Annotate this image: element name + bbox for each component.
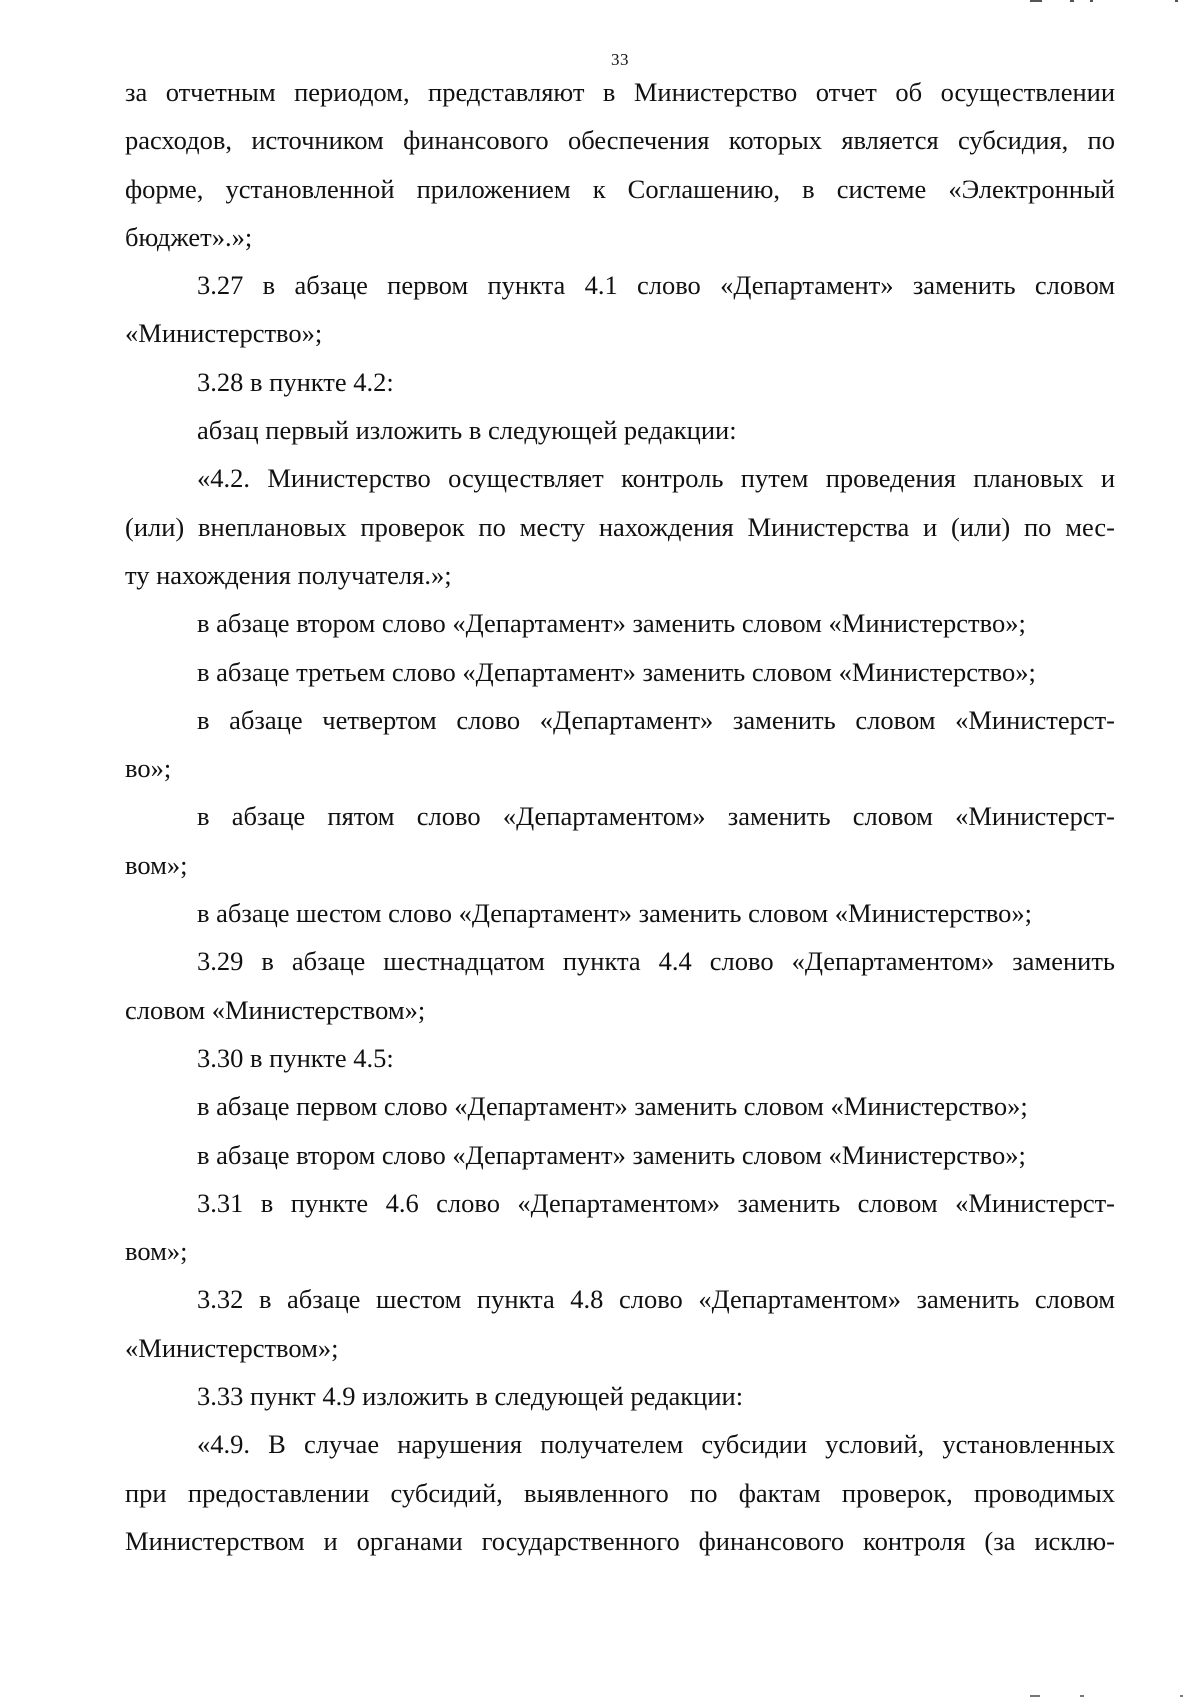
text-line: 3.32 в абзаце шестом пункта 4.8 слово «Департаментом» заменить словом bbox=[197, 1284, 1115, 1315]
document-body bbox=[125, 68, 1115, 1565]
text-line: Министерством и органами государственного финансового контроля (за исклю- bbox=[125, 1525, 1115, 1556]
text-line: 3.31 в пункте 4.6 слово «Департаментом» заменить словом «Министерст- bbox=[197, 1187, 1115, 1218]
text-line: «Министерство»; bbox=[125, 318, 323, 349]
text-line: 3.27 в абзаце первом пункта 4.1 слово «Департамент» заменить словом bbox=[197, 270, 1115, 301]
text-line: 3.28 в пункте 4.2: bbox=[197, 366, 394, 397]
text-line: при предоставлении субсидий, выявленного по фактам проверок, проводимых bbox=[125, 1477, 1115, 1508]
scan-edge-mark-top bbox=[1030, 0, 1190, 3]
text-line: в абзаце шестом слово «Департамент» заменить словом «Министерство»; bbox=[197, 898, 1033, 929]
text-line: форме, установленной приложением к Соглашению, в системе «Электронный bbox=[125, 173, 1115, 204]
text-line: «4.2. Министерство осуществляет контроль путем проведения плановых и bbox=[197, 463, 1115, 494]
text-line: «4.9. В случае нарушения получателем субсидии условий, установленных bbox=[197, 1429, 1115, 1460]
text-line: ту нахождения получателя.»; bbox=[125, 559, 452, 590]
text-line: расходов, источником финансового обеспечения которых является субсидия, по bbox=[125, 125, 1115, 156]
text-line: в абзаце четвертом слово «Департамент» заменить словом «Министерст- bbox=[197, 704, 1115, 735]
text-line: 3.29 в абзаце шестнадцатом пункта 4.4 слово «Департаментом» заменить bbox=[197, 946, 1115, 977]
text-line: в абзаце втором слово «Департамент» заменить словом «Министерство»; bbox=[197, 1139, 1026, 1170]
text-line: в абзаце пятом слово «Департаментом» заменить словом «Министерст- bbox=[197, 801, 1115, 832]
text-line: бюджет».»; bbox=[125, 221, 253, 252]
text-line: во»; bbox=[125, 753, 172, 784]
text-line: «Министерством»; bbox=[125, 1332, 339, 1363]
text-line: в абзаце первом слово «Департамент» заменить словом «Министерство»; bbox=[197, 1091, 1028, 1122]
text-line: словом «Министерством»; bbox=[125, 994, 426, 1025]
text-line: (или) внеплановых проверок по месту нахождения Министерства и (или) по мес- bbox=[125, 511, 1115, 542]
text-line: вом»; bbox=[125, 849, 188, 880]
text-line: в абзаце третьем слово «Департамент» заменить словом «Министерство»; bbox=[197, 656, 1036, 687]
text-line: вом»; bbox=[125, 1236, 188, 1267]
text-line: в абзаце втором слово «Департамент» заменить словом «Министерство»; bbox=[197, 608, 1026, 639]
page-number: 33 bbox=[611, 50, 629, 69]
text-line: 3.30 в пункте 4.5: bbox=[197, 1042, 394, 1073]
text-line: за отчетным периодом, представляют в Министерство отчет об осуществлении bbox=[125, 77, 1115, 107]
text-line: абзац первый изложить в следующей редакции: bbox=[197, 415, 737, 446]
text-line: 3.33 пункт 4.9 изложить в следующей редакции: bbox=[197, 1381, 744, 1412]
